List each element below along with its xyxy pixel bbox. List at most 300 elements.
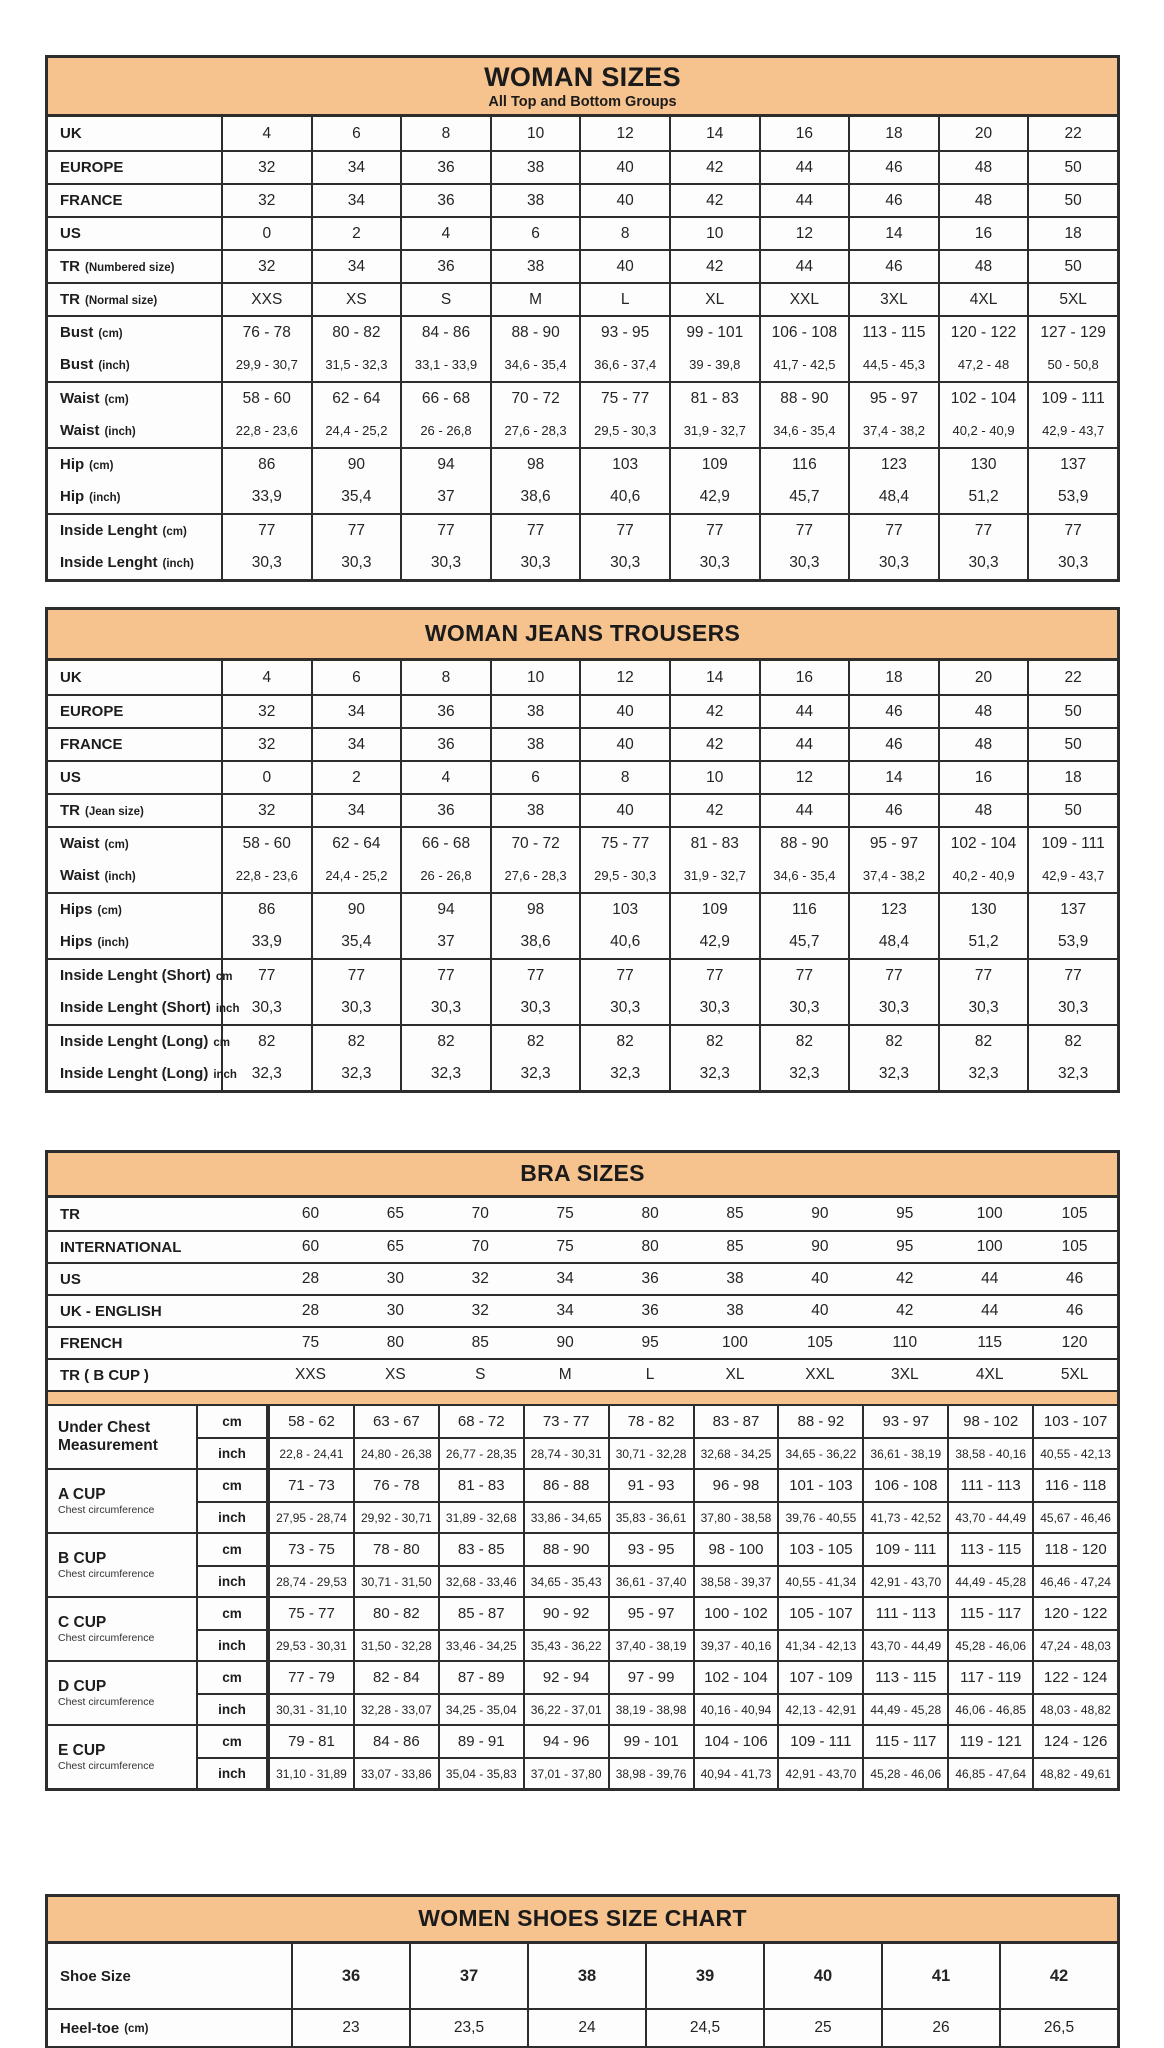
table-row [198, 1470, 1117, 1501]
row-label-text: Inside Lenght [60, 554, 158, 571]
size-cell: 8 [579, 218, 669, 249]
table-row [48, 958, 1117, 991]
size-cell: 80 - 82 [311, 317, 401, 348]
table-row [48, 183, 1117, 216]
size-cell: 30,3 [848, 991, 938, 1024]
size-cell: 40 [763, 1944, 881, 2008]
size-cell: 95 [896, 1205, 914, 1222]
table-row [48, 447, 1117, 480]
size-cell: 36 [400, 729, 490, 760]
size-cell: 35,04 - 35,83 [438, 1759, 523, 1788]
size-cell: 10 [669, 218, 759, 249]
size-cell: 100 [976, 1205, 1003, 1222]
size-cell: 96 - 98 [693, 1470, 778, 1501]
size-cell: 93 - 95 [579, 317, 669, 348]
bra-cup-group [48, 1724, 1117, 1788]
group-label [48, 1726, 198, 1788]
size-cell: 82 [490, 1026, 580, 1057]
women-shoes-table [45, 1894, 1120, 2048]
size-cell: 42,9 [669, 925, 759, 958]
size-cell: 89 - 91 [438, 1726, 523, 1757]
table-row [48, 925, 1117, 958]
table-row [48, 282, 1117, 315]
size-cell: 24,4 - 25,2 [311, 859, 401, 892]
size-cell: 38,6 [490, 480, 580, 513]
size-cell: 39 [645, 1944, 763, 2008]
size-cell: 122 - 124 [1032, 1662, 1117, 1693]
size-cell: 32,3 [490, 1057, 580, 1090]
size-cell: 77 [938, 960, 1028, 991]
size-cell: XL [725, 1366, 745, 1383]
size-cell: 77 [848, 515, 938, 546]
size-cell: 38,19 - 38,98 [608, 1695, 693, 1724]
size-cell: 88 - 92 [777, 1406, 862, 1437]
size-cell: 102 - 104 [693, 1662, 778, 1693]
size-cell: 42,9 - 43,7 [1027, 414, 1117, 447]
size-cell: 25 [763, 2010, 881, 2046]
size-cell: 94 [400, 449, 490, 480]
size-cell: 42,13 - 42,91 [777, 1695, 862, 1724]
size-cell: 42,91 - 43,70 [862, 1567, 947, 1596]
size-cell: 24,80 - 26,38 [353, 1439, 438, 1468]
size-cell: 38,58 - 39,37 [693, 1567, 778, 1596]
size-cell: 77 [938, 515, 1028, 546]
size-cell: 39 - 39,8 [669, 348, 759, 381]
size-cell: 40 [811, 1270, 829, 1287]
woman-sizes-title: WOMAN SIZES [484, 62, 681, 93]
size-cell: 36,61 - 37,40 [608, 1567, 693, 1596]
group-label-sub: Chest circumference [58, 1760, 155, 1773]
size-cell: 119 - 121 [947, 1726, 1032, 1757]
size-cell: 82 [311, 1026, 401, 1057]
size-cell: 87 - 89 [438, 1662, 523, 1693]
size-cell: 29,92 - 30,71 [353, 1503, 438, 1532]
size-cell: XXL [805, 1366, 835, 1383]
size-cell: 75 - 77 [579, 383, 669, 414]
size-cell: 36 [400, 185, 490, 216]
size-cell: 37 [400, 480, 490, 513]
size-cell: 50 [1027, 152, 1117, 183]
size-cell: 70 [471, 1205, 489, 1222]
size-cell: 82 [258, 1032, 276, 1050]
size-cell: 106 - 108 [759, 317, 849, 348]
size-cell: 34,6 - 35,4 [759, 859, 849, 892]
size-cell: 32 [258, 801, 276, 819]
size-cell: 137 [1027, 449, 1117, 480]
row-label-text: Waist [60, 835, 100, 852]
size-cell: 84 - 86 [353, 1726, 438, 1757]
size-cell: 6 [490, 762, 580, 793]
table-row [48, 480, 1117, 513]
size-cell: 101 - 103 [777, 1470, 862, 1501]
size-cell: 37 [400, 925, 490, 958]
group-label [48, 1406, 198, 1468]
size-cell: 34 [311, 152, 401, 183]
size-cell: 38 [490, 696, 580, 727]
row-label-unit: (inch) [97, 936, 129, 949]
size-cell: 46 [848, 152, 938, 183]
size-cell: 16 [938, 218, 1028, 249]
size-cell: 40,55 - 42,13 [1032, 1439, 1117, 1468]
group-label [48, 1534, 198, 1596]
group-rows [198, 1470, 1117, 1532]
size-cell: 113 - 115 [862, 1662, 947, 1693]
size-cell: 77 [490, 960, 580, 991]
row-label [48, 960, 233, 991]
size-cell: 98 [490, 894, 580, 925]
row-label-text: TR ( B CUP ) [60, 1366, 149, 1384]
group-label [48, 1598, 198, 1660]
row-label-text: INTERNATIONAL [60, 1238, 182, 1256]
size-cell: 29,5 - 30,3 [579, 859, 669, 892]
size-cell: 46 [1065, 1270, 1084, 1287]
size-cell: 77 [1027, 960, 1117, 991]
row-label-text: US [60, 225, 81, 242]
size-cell: 30,3 [759, 991, 849, 1024]
woman-sizes-body [45, 117, 1120, 582]
size-cell: 95 - 97 [848, 828, 938, 859]
bra-cup-group [48, 1468, 1117, 1532]
row-label [48, 1264, 268, 1294]
size-cell: 27,6 - 28,3 [490, 859, 580, 892]
size-cell: 6 [311, 661, 401, 694]
size-cell: 104 - 106 [693, 1726, 778, 1757]
row-label-text: Waist [60, 422, 100, 439]
table-row [48, 793, 1117, 826]
size-cell: 75 [556, 1205, 574, 1222]
size-cell: 39,37 - 40,16 [693, 1631, 778, 1660]
table-row [48, 760, 1117, 793]
size-cell: 105 - 107 [777, 1598, 862, 1629]
size-cell: 105 [1061, 1238, 1088, 1255]
size-cell: 120 - 122 [938, 317, 1028, 348]
group-label-text: A CUP [58, 1485, 106, 1503]
size-cell: 16 [759, 661, 849, 694]
size-cell: 85 - 87 [438, 1598, 523, 1629]
row-label-text: TR [60, 1205, 80, 1223]
size-cell: 33,46 - 34,25 [438, 1631, 523, 1660]
size-cell: M [558, 1366, 572, 1383]
size-cell: 42 [669, 696, 759, 727]
size-cell: 48 [938, 251, 1028, 282]
size-cell: 60 [301, 1238, 320, 1255]
size-cell: 76 - 78 [242, 323, 291, 341]
size-cell: 63 - 67 [353, 1406, 438, 1437]
bra-sizes-body [45, 1198, 1120, 1791]
group-label-text: Under Chest Measurement [58, 1419, 158, 1454]
size-cell: 78 - 82 [608, 1406, 693, 1437]
size-cell: 31,89 - 32,68 [438, 1503, 523, 1532]
size-cell: 102 - 104 [938, 383, 1028, 414]
size-cell: 18 [848, 661, 938, 694]
size-cell: 100 [722, 1334, 748, 1351]
size-cell: 34,6 - 35,4 [490, 348, 580, 381]
size-cell: 48,82 - 49,61 [1032, 1759, 1117, 1788]
size-cell: 33,07 - 33,86 [353, 1759, 438, 1788]
size-cell: 30,71 - 31,50 [353, 1567, 438, 1596]
size-cell: 36 [400, 152, 490, 183]
size-cell: 28 [301, 1302, 320, 1319]
row-label [48, 480, 223, 513]
size-cell: 40 [579, 251, 669, 282]
row-label [48, 894, 223, 925]
size-cell: 40 [579, 152, 669, 183]
row-label [48, 859, 223, 892]
unit-label: cm [198, 1598, 268, 1629]
size-cell: 137 [1027, 894, 1117, 925]
group-rows [198, 1534, 1117, 1596]
size-cell: 31,9 - 32,7 [669, 414, 759, 447]
table-row [198, 1757, 1117, 1788]
size-cell: 33,9 [251, 487, 282, 505]
size-cell: 32 [258, 702, 276, 720]
bra-conversion-rows [48, 1198, 1117, 1390]
size-cell: 77 - 79 [268, 1662, 353, 1693]
size-cell: 77 [311, 515, 401, 546]
size-cell: 46 [848, 251, 938, 282]
size-cell: 103 [579, 449, 669, 480]
row-label [48, 383, 223, 414]
size-cell: 24,5 [645, 2010, 763, 2046]
size-cell: 18 [1027, 218, 1117, 249]
size-cell: 46 [848, 696, 938, 727]
size-cell: 5XL [1060, 1366, 1089, 1383]
size-cell: 27,95 - 28,74 [268, 1503, 353, 1532]
size-cell: 4 [262, 124, 272, 142]
size-cell: 36 [641, 1270, 659, 1287]
woman-jeans-header [45, 607, 1120, 661]
size-cell: 30,31 - 31,10 [268, 1695, 353, 1724]
size-cell: 40,6 [579, 925, 669, 958]
size-cell: S [475, 1366, 486, 1383]
woman-jeans-body [45, 661, 1120, 1093]
size-cell: 23,5 [409, 2010, 527, 2046]
size-cell: 82 [848, 1026, 938, 1057]
group-rows [198, 1726, 1117, 1788]
size-cell: 76 - 78 [353, 1470, 438, 1501]
size-cell: 40,6 [579, 480, 669, 513]
size-cell: 46 [848, 729, 938, 760]
size-cell: 109 - 111 [1027, 828, 1117, 859]
table-row [198, 1437, 1117, 1468]
size-cell: 42 [896, 1302, 914, 1319]
size-cell: 32 [258, 191, 276, 209]
row-label [48, 1026, 230, 1057]
size-cell: 34 [311, 251, 401, 282]
size-cell: 93 - 95 [608, 1534, 693, 1565]
bra-sizes-header [45, 1150, 1120, 1198]
size-cell: 32 [258, 735, 276, 753]
size-cell: 14 [848, 762, 938, 793]
size-cell: 42,9 - 43,7 [1027, 859, 1117, 892]
size-cell: 88 - 90 [490, 317, 580, 348]
bra-measurement-groups [48, 1406, 1117, 1788]
size-cell: 14 [848, 218, 938, 249]
size-cell: 30,3 [251, 998, 282, 1016]
row-label [48, 449, 223, 480]
size-cell: 44 [759, 185, 849, 216]
group-label-sub: Chest circumference [58, 1504, 155, 1517]
size-cell: 38 [527, 1944, 645, 2008]
size-cell: 24 [527, 2010, 645, 2046]
size-cell: 34,65 - 35,43 [523, 1567, 608, 1596]
size-cell: 90 [311, 894, 401, 925]
size-cell: 42 [896, 1270, 914, 1287]
row-label-unit: (cm) [104, 838, 129, 851]
size-cell: 79 - 81 [268, 1726, 353, 1757]
size-cell: 70 [471, 1238, 489, 1255]
size-cell: 35,83 - 36,61 [608, 1503, 693, 1532]
size-cell: 50 [1027, 696, 1117, 727]
size-cell: 48 [938, 729, 1028, 760]
size-cell: 117 - 119 [947, 1662, 1032, 1693]
table-row [198, 1565, 1117, 1596]
size-cell: 77 [490, 515, 580, 546]
size-cell: 77 [258, 521, 276, 539]
size-cell: 5XL [1027, 284, 1117, 315]
size-cell: 95 [641, 1334, 659, 1351]
size-cell: 38 [490, 251, 580, 282]
size-cell: 10 [490, 661, 580, 694]
size-cell: 44,49 - 45,28 [862, 1695, 947, 1724]
size-cell: 103 - 107 [1032, 1406, 1117, 1437]
size-cell: 90 - 92 [523, 1598, 608, 1629]
size-cell: 75 [556, 1238, 574, 1255]
size-cell: 53,9 [1027, 925, 1117, 958]
size-cell: 71 - 73 [268, 1470, 353, 1501]
size-cell: 42 [669, 152, 759, 183]
table-row [48, 1358, 1117, 1390]
size-cell: 48,03 - 48,82 [1032, 1695, 1117, 1724]
size-cell: 28,74 - 30,31 [523, 1439, 608, 1468]
size-cell: 46 [848, 185, 938, 216]
table-row [198, 1726, 1117, 1757]
size-cell: 24,4 - 25,2 [311, 414, 401, 447]
size-cell: 3XL [848, 284, 938, 315]
size-cell: 22 [1027, 661, 1117, 694]
size-cell: 53,9 [1027, 480, 1117, 513]
size-cell: 82 [400, 1026, 490, 1057]
size-cell: 2 [311, 762, 401, 793]
group-label [48, 1470, 198, 1532]
size-cell: 77 [579, 515, 669, 546]
size-cell: 32,3 [669, 1057, 759, 1090]
table-row [48, 381, 1117, 414]
size-cell: 48 [938, 152, 1028, 183]
size-cell: 103 [579, 894, 669, 925]
row-label [48, 515, 223, 546]
size-cell: 65 [386, 1205, 404, 1222]
size-cell: 111 - 113 [947, 1470, 1032, 1501]
size-cell: 95 - 97 [848, 383, 938, 414]
row-label-text: Waist [60, 390, 100, 407]
row-label [48, 1057, 237, 1090]
size-cell: 81 - 83 [669, 383, 759, 414]
size-cell: 31,9 - 32,7 [669, 859, 759, 892]
size-cell: 120 [1061, 1334, 1088, 1351]
group-rows [198, 1662, 1117, 1724]
size-cell: 48,4 [848, 925, 938, 958]
row-label-unit: (Jean size) [85, 805, 144, 818]
table-row [48, 1024, 1117, 1057]
size-cell: 12 [759, 218, 849, 249]
size-cell: 50 [1027, 251, 1117, 282]
size-cell: 32,3 [938, 1057, 1028, 1090]
size-cell: 82 [579, 1026, 669, 1057]
size-cell: 44 [981, 1270, 999, 1287]
row-label [48, 185, 223, 216]
size-cell: 90 [811, 1205, 829, 1222]
size-cell: 41,7 - 42,5 [759, 348, 849, 381]
size-cell: 36 [400, 795, 490, 826]
size-cell: 27,6 - 28,3 [490, 414, 580, 447]
size-cell: 77 [759, 960, 849, 991]
row-label [48, 317, 223, 348]
size-cell: 6 [311, 117, 401, 150]
unit-label: cm [198, 1534, 268, 1565]
woman-jeans-title: WOMAN JEANS TROUSERS [424, 620, 741, 647]
size-cell: 35,43 - 36,22 [523, 1631, 608, 1660]
size-cell: 34 [311, 729, 401, 760]
size-cell: 32,3 [848, 1057, 938, 1090]
table-row [48, 546, 1117, 579]
size-cell: 36,6 - 37,4 [579, 348, 669, 381]
size-cell: 41,73 - 42,52 [862, 1503, 947, 1532]
size-cell: 34,65 - 36,22 [777, 1439, 862, 1468]
group-label-text: C CUP [58, 1613, 107, 1631]
size-cell: 4XL [975, 1366, 1004, 1383]
size-cell: 85 [726, 1238, 744, 1255]
size-cell: 33,1 - 33,9 [400, 348, 490, 381]
size-cell: 91 - 93 [608, 1470, 693, 1501]
size-cell: 77 [669, 960, 759, 991]
row-label-text: Hips [60, 933, 93, 950]
size-cell: 31,10 - 31,89 [268, 1759, 353, 1788]
table-row [48, 2008, 1117, 2046]
size-cell: 30,3 [579, 991, 669, 1024]
row-label [48, 117, 223, 150]
unit-label: cm [198, 1406, 268, 1437]
size-cell: 70 - 72 [490, 383, 580, 414]
size-cell: 14 [669, 117, 759, 150]
size-cell: 109 - 111 [777, 1726, 862, 1757]
row-label-text: Bust [60, 324, 94, 341]
size-cell: 37,01 - 37,80 [523, 1759, 608, 1788]
row-label [48, 284, 223, 315]
size-cell: 38,58 - 40,16 [947, 1439, 1032, 1468]
size-cell: 44 [981, 1302, 999, 1319]
table-row [48, 117, 1117, 150]
row-label [48, 348, 223, 381]
woman-sizes-subtitle: All Top and Bottom Groups [488, 93, 677, 110]
size-cell: 95 - 97 [608, 1598, 693, 1629]
size-cell: 46 [848, 795, 938, 826]
size-cell: XL [669, 284, 759, 315]
size-cell: L [579, 284, 669, 315]
size-cell: 48 [938, 185, 1028, 216]
size-cell: 32,3 [400, 1057, 490, 1090]
size-cell: 45,28 - 46,06 [862, 1759, 947, 1788]
size-cell: 47,2 - 48 [938, 348, 1028, 381]
group-label-sub: Chest circumference [58, 1568, 155, 1581]
unit-label: inch [198, 1567, 268, 1596]
size-cell: 34,25 - 35,04 [438, 1695, 523, 1724]
size-cell: 130 [938, 894, 1028, 925]
row-label-unit: cm [215, 970, 233, 983]
size-cell: 44 [759, 251, 849, 282]
unit-label: cm [198, 1470, 268, 1501]
size-cell: 0 [262, 224, 272, 242]
